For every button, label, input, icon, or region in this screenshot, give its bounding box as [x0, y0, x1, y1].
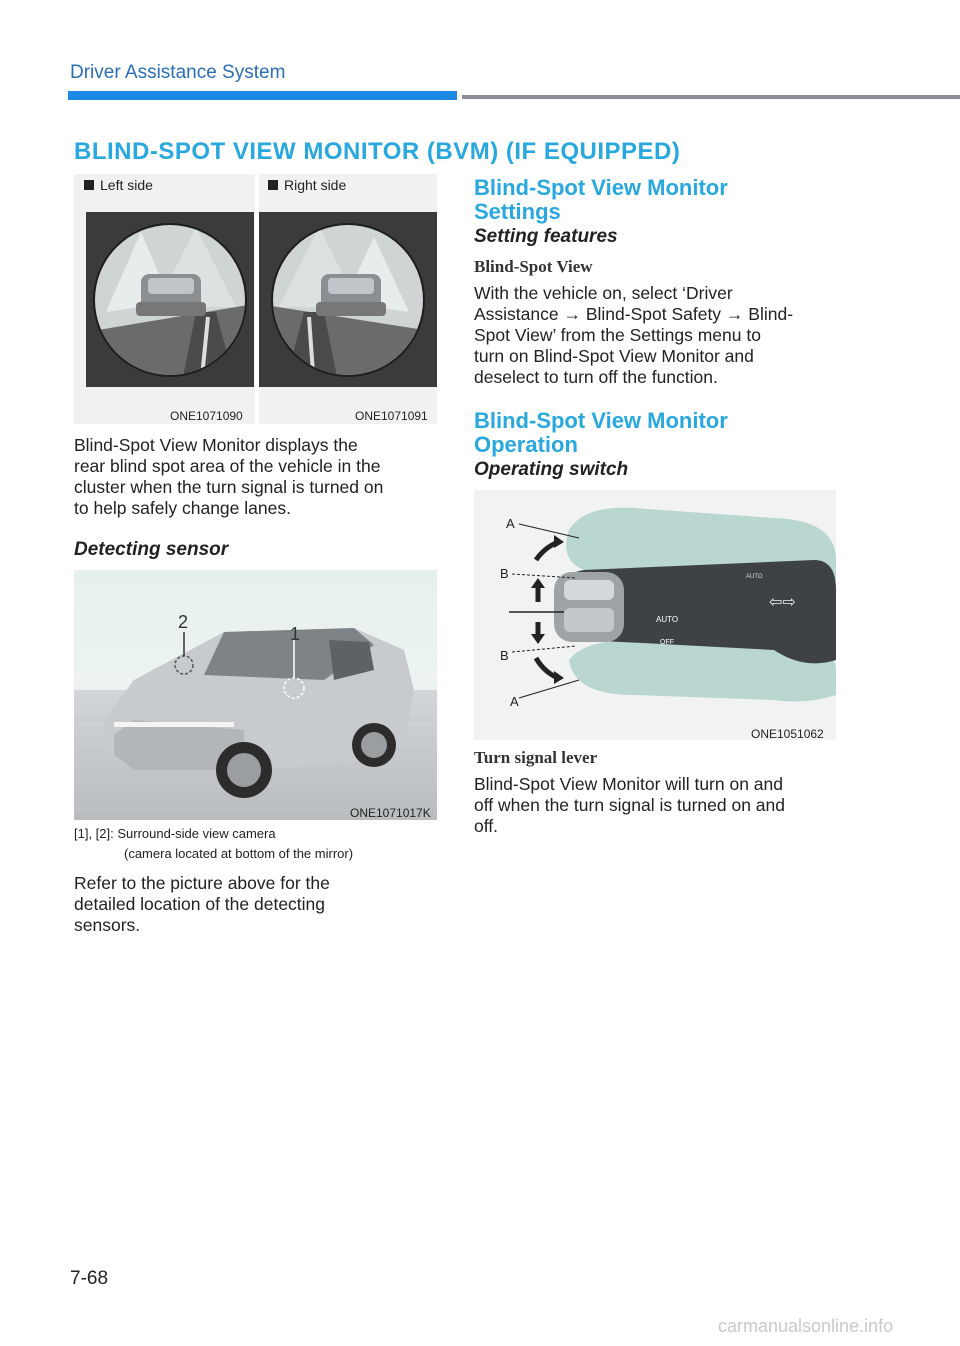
lever-label-b-top: B — [500, 566, 509, 581]
operation-heading: Blind-Spot View Monitor Operation — [474, 408, 728, 457]
turn-signal-text: Blind-Spot View Monitor will turn on and off when the turn signal is turned on and off. — [474, 774, 786, 836]
right-side-code: ONE1071091 — [355, 409, 428, 423]
turn-arrows-icon: ⇦⇨ — [769, 592, 796, 611]
watermark: carmanualsonline.info — [718, 1316, 894, 1336]
header-title: Driver Assistance System — [70, 62, 286, 83]
detecting-sensor-heading: Detecting sensor — [74, 539, 229, 560]
sensor-label-1: 1 — [290, 624, 301, 644]
header-bar-gray — [462, 95, 960, 99]
left-side-mirror-image — [86, 212, 254, 387]
left-side-label: Left side — [84, 177, 153, 193]
sensor-image-code: ONE1071017K — [350, 806, 431, 820]
blind-spot-view-text: With the vehicle on, select ‘Driver Assistance → Blind-Spot Safety → Blind- Spot View’ from the Settings menu to turn on Blind-Spot View Monitor and deselect to turn off the function. — [474, 283, 794, 387]
sensor-footnote: [1], [2]: Surround-side view camera (camera located at bottom of the mirror) — [74, 826, 354, 861]
lever-off-label: OFF — [660, 639, 674, 646]
intro-text: Blind-Spot View Monitor displays the rear blind spot area of the vehicle in the cluster when the turn signal is turned on to help safely change lanes. — [74, 435, 384, 518]
turn-signal-lever-image — [474, 490, 836, 740]
page-number: 7-68 — [70, 1268, 109, 1289]
lever-image-code: ONE1051062 — [751, 727, 824, 741]
lever-label-a-bottom: A — [510, 694, 519, 709]
lever-auto-label: AUTO — [656, 615, 679, 624]
lever-label-a-top: A — [506, 516, 515, 531]
lever-label-b-bottom: B — [500, 648, 509, 663]
detecting-sensor-image — [74, 570, 437, 820]
blind-spot-view-heading: Blind-Spot View — [474, 257, 593, 276]
right-side-label: Right side — [268, 177, 346, 193]
setting-features-heading: Setting features — [474, 226, 618, 247]
header-bar-blue — [68, 91, 457, 100]
operating-switch-heading: Operating switch — [474, 459, 629, 480]
square-bullet-icon — [268, 180, 278, 190]
left-side-code: ONE1071090 — [170, 409, 243, 423]
lever-auto-small-label: AUTO — [746, 574, 763, 580]
settings-heading: Blind-Spot View Monitor Settings — [474, 175, 728, 224]
refer-text: Refer to the picture above for the detailed location of the detecting sensors. — [74, 873, 330, 935]
turn-signal-heading: Turn signal lever — [474, 748, 598, 767]
right-side-mirror-image — [259, 212, 437, 387]
sensor-label-2: 2 — [178, 612, 189, 632]
section-title: BLIND-SPOT VIEW MONITOR (BVM) (IF EQUIPPED) — [74, 138, 681, 165]
square-bullet-icon — [84, 180, 94, 190]
